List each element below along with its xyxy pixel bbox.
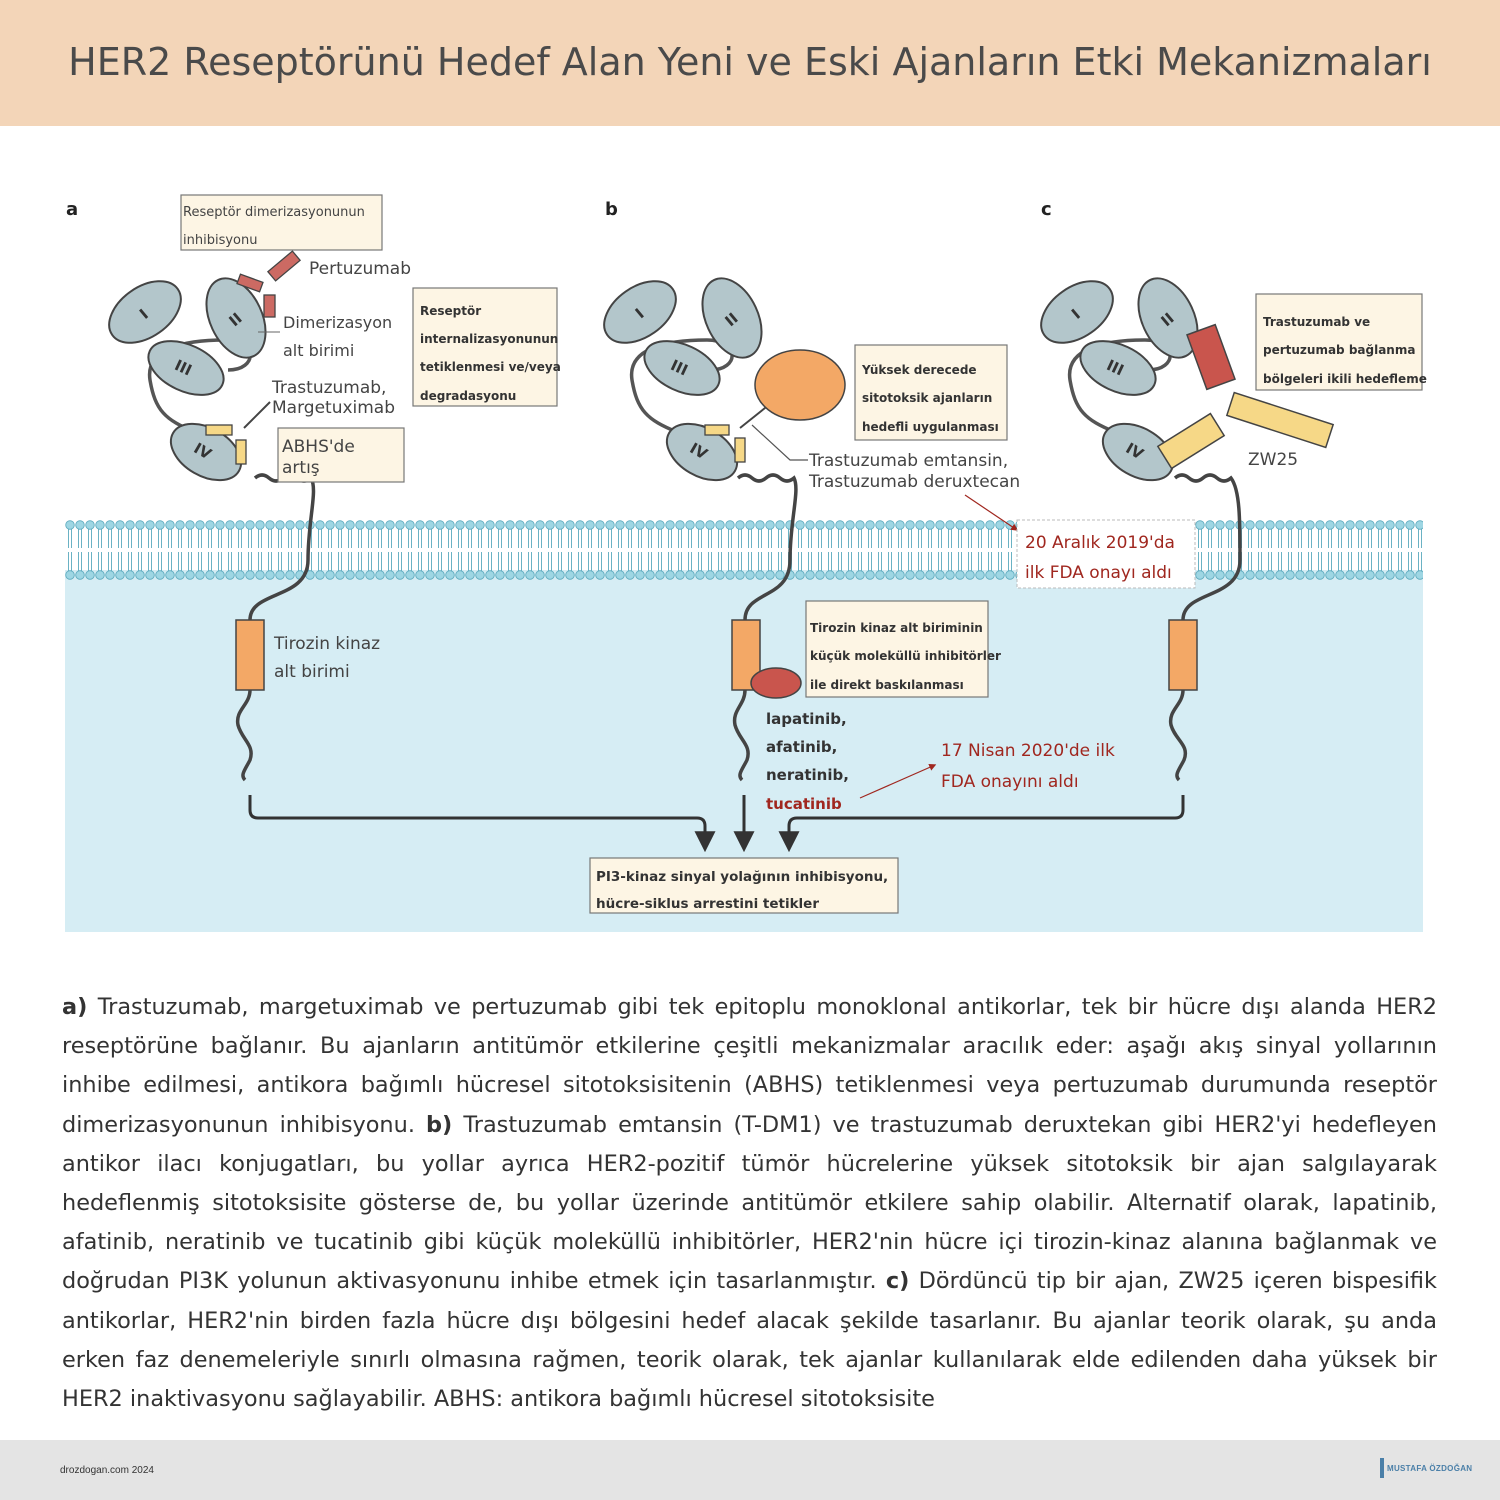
domain-iii-c-label: III	[1103, 356, 1127, 380]
trastuzumab-label-line-2: Margetuximab	[272, 398, 396, 418]
domain-i-c-label: I	[1068, 305, 1084, 323]
domain-iv-c-label: IV	[1122, 439, 1147, 464]
fda-2020-line-1: 17 Nisan 2020'de ilk	[941, 741, 1115, 761]
footer-site-text: drozdogan.com 2024	[60, 1465, 154, 1476]
pi3k-outcome-line-1: PI3-kinaz sinyal yolağının inhibisyonu,	[596, 869, 889, 885]
cytotoxic-payload	[755, 350, 845, 420]
adc-label-line-2: Trastuzumab deruxtecan	[809, 472, 1021, 492]
fda-2020-line-2: FDA onayını aldı	[941, 772, 1079, 792]
cytotoxic-note-line-1: Yüksek derecede	[862, 363, 977, 377]
drug-lapatinib: lapatinib,	[766, 710, 847, 728]
pertuzumab-antibody-arm-2	[264, 295, 275, 317]
adc-label-line-1: Trastuzumab emtansin,	[809, 451, 1009, 471]
bispecific-note-line-3: bölgeleri ikili hedefleme	[1263, 372, 1427, 386]
caption-c-label: c)	[885, 1268, 910, 1295]
caption-b-label: b)	[426, 1111, 453, 1138]
internalization-note-line-2: internalizasyonunun	[420, 332, 559, 346]
bispecific-note-line-1: Trastuzumab ve	[1263, 315, 1371, 329]
mechanism-diagram	[0, 160, 1500, 950]
caption-c-text: Dördüncü tip bir ajan, ZW25 içeren bispesifik antikorlar, HER2'nin birden fazla hücre dışı bölgesini hedef alacak şekilde tasarlanır. Bu ajanlar teorik olarak, şu anda erken faz denemeleriyle sınırlı olmasına rağmen, teorik olarak, tek ajanlar kullanılarak elde edilenden daha yüksek bir HER2 inaktivasyonu sağlayabilir. ABHS: antikora bağımlı hücresel sitotoksisite	[62, 1268, 1437, 1413]
kinase-domain-c	[1169, 620, 1197, 690]
pertuzumab-label: Pertuzumab	[309, 259, 411, 279]
caption-a-text: Trastuzumab, margetuximab ve pertuzumab gibi tek epitoplu monoklonal antikorlar, tek bir hücre dışı alanda HER2 reseptörüne bağlanır. Bu ajanların antitümör etkilerine çeşitli mekanizmalar aracılık eder: aşağı akış sinyal yollarının inhibe edilmesi, antikora bağımlı hücresel sitotoksisitenin (ABHS) tetiklenmesi veya pertuzumab durumunda reseptör dimerizasyonunun inhibisyonu.	[62, 994, 1437, 1138]
logo-name: MUSTAFA ÖZDOĞAN	[1387, 1464, 1473, 1473]
trastuzumab-label-line-1: Trastuzumab,	[272, 378, 387, 398]
figure-caption	[62, 988, 1437, 1419]
abhs-note-line-1: ABHS'de	[282, 437, 355, 457]
drug-neratinib: neratinib,	[766, 766, 849, 784]
dimerization-note-line-2: inhibisyonu	[183, 233, 258, 248]
footer-bar	[0, 1440, 1500, 1500]
fda-2019-line-2: ilk FDA onayı aldı	[1025, 563, 1172, 583]
cytotoxic-note-line-2: sitotoksik ajanların	[862, 391, 993, 405]
abhs-note-line-2: artış	[282, 458, 320, 478]
domain-ii-b-label: II	[721, 309, 742, 331]
dimerization-note-line-1: Reseptör dimerizasyonunun	[183, 205, 365, 220]
panel-a-letter: a	[66, 199, 79, 220]
cell-membrane	[65, 520, 1423, 580]
trastuzumab-antibody-arm-1	[206, 425, 232, 435]
drug-tucatinib: tucatinib	[766, 795, 842, 813]
trastuzumab-antibody-arm-2	[236, 440, 246, 464]
kinase-domain-a	[236, 620, 264, 690]
author-logo	[1380, 1458, 1472, 1482]
domain-iv-b-label: IV	[686, 439, 711, 464]
tk-subunit-label-line-1: Tirozin kinaz	[274, 634, 381, 654]
dimer-subunit-label-line-2: alt birimi	[283, 341, 355, 360]
tk-subunit-label-line-2: alt birimi	[274, 662, 350, 682]
adc-antibody-arm-2	[735, 438, 745, 462]
caption-a-label: a)	[62, 994, 88, 1020]
domain-iv-a-label: IV	[190, 439, 215, 464]
page-title: HER2 Reseptörünü Hedef Alan Yeni ve Eski Ajanların Etki Mekanizmaları	[68, 40, 1432, 84]
bispecific-note-line-2: pertuzumab bağlanma	[1263, 343, 1416, 357]
internalization-note-line-4: degradasyonu	[420, 389, 517, 403]
tki-note-line-2: küçük moleküllü inhibitörler	[810, 649, 1001, 663]
cytotoxic-note-line-3: hedefli uygulanması	[862, 420, 999, 434]
drug-afatinib: afatinib,	[766, 738, 838, 756]
pi3k-outcome-line-2: hücre-siklus arrestini tetikler	[596, 896, 820, 912]
header-band	[0, 0, 1500, 126]
adc-antibody-arm-1	[705, 425, 729, 435]
dimer-subunit-label-line-1: Dimerizasyon	[283, 313, 393, 332]
domain-iii-a-label: III	[171, 356, 195, 380]
tki-note-line-3: ile direkt baskılanması	[810, 678, 964, 692]
domain-ii-c-label: II	[1157, 309, 1178, 331]
domain-iii-b-label: III	[667, 356, 691, 380]
panel-b-letter: b	[605, 199, 618, 220]
fda-2019-line-1: 20 Aralık 2019'da	[1025, 533, 1175, 553]
tki-note-line-1: Tirozin kinaz alt biriminin	[810, 621, 983, 635]
domain-ii-a-label: II	[225, 309, 246, 331]
zw25-label: ZW25	[1248, 450, 1299, 470]
small-molecule-inhibitor	[751, 668, 801, 698]
internalization-note-line-3: tetiklenmesi ve/veya	[420, 360, 561, 374]
caption-b-text: Trastuzumab emtansin (T-DM1) ve trastuzumab deruxtekan gibi HER2'yi hedefleyen antikor ilacı konjugatları, bu yollar ayrıca HER2-pozitif tümör hücrelerine yüksek sitotoksik bir ajan salgılayarak hedeflenmiş sitotoksisite gösterse de, bu yollar üzerinde antitümör etkilere sahip olabilir. Alternatif olarak, lapatinib, afatinib, neratinib ve tucatinib gibi küçük moleküllü inhibitörler, HER2'nin hücre içi tirozin-kinaz alanına bağlanmak ve doğrudan PI3K yolunun aktivasyonunu inhibe etmek için tasarlanmıştır.	[62, 1111, 1437, 1295]
domain-i-a-label: I	[136, 305, 152, 323]
logo-mark-icon	[1380, 1458, 1384, 1478]
internalization-note-line-1: Reseptör	[420, 304, 482, 318]
panel-c-letter: c	[1041, 199, 1052, 220]
domain-i-b-label: I	[631, 304, 648, 323]
